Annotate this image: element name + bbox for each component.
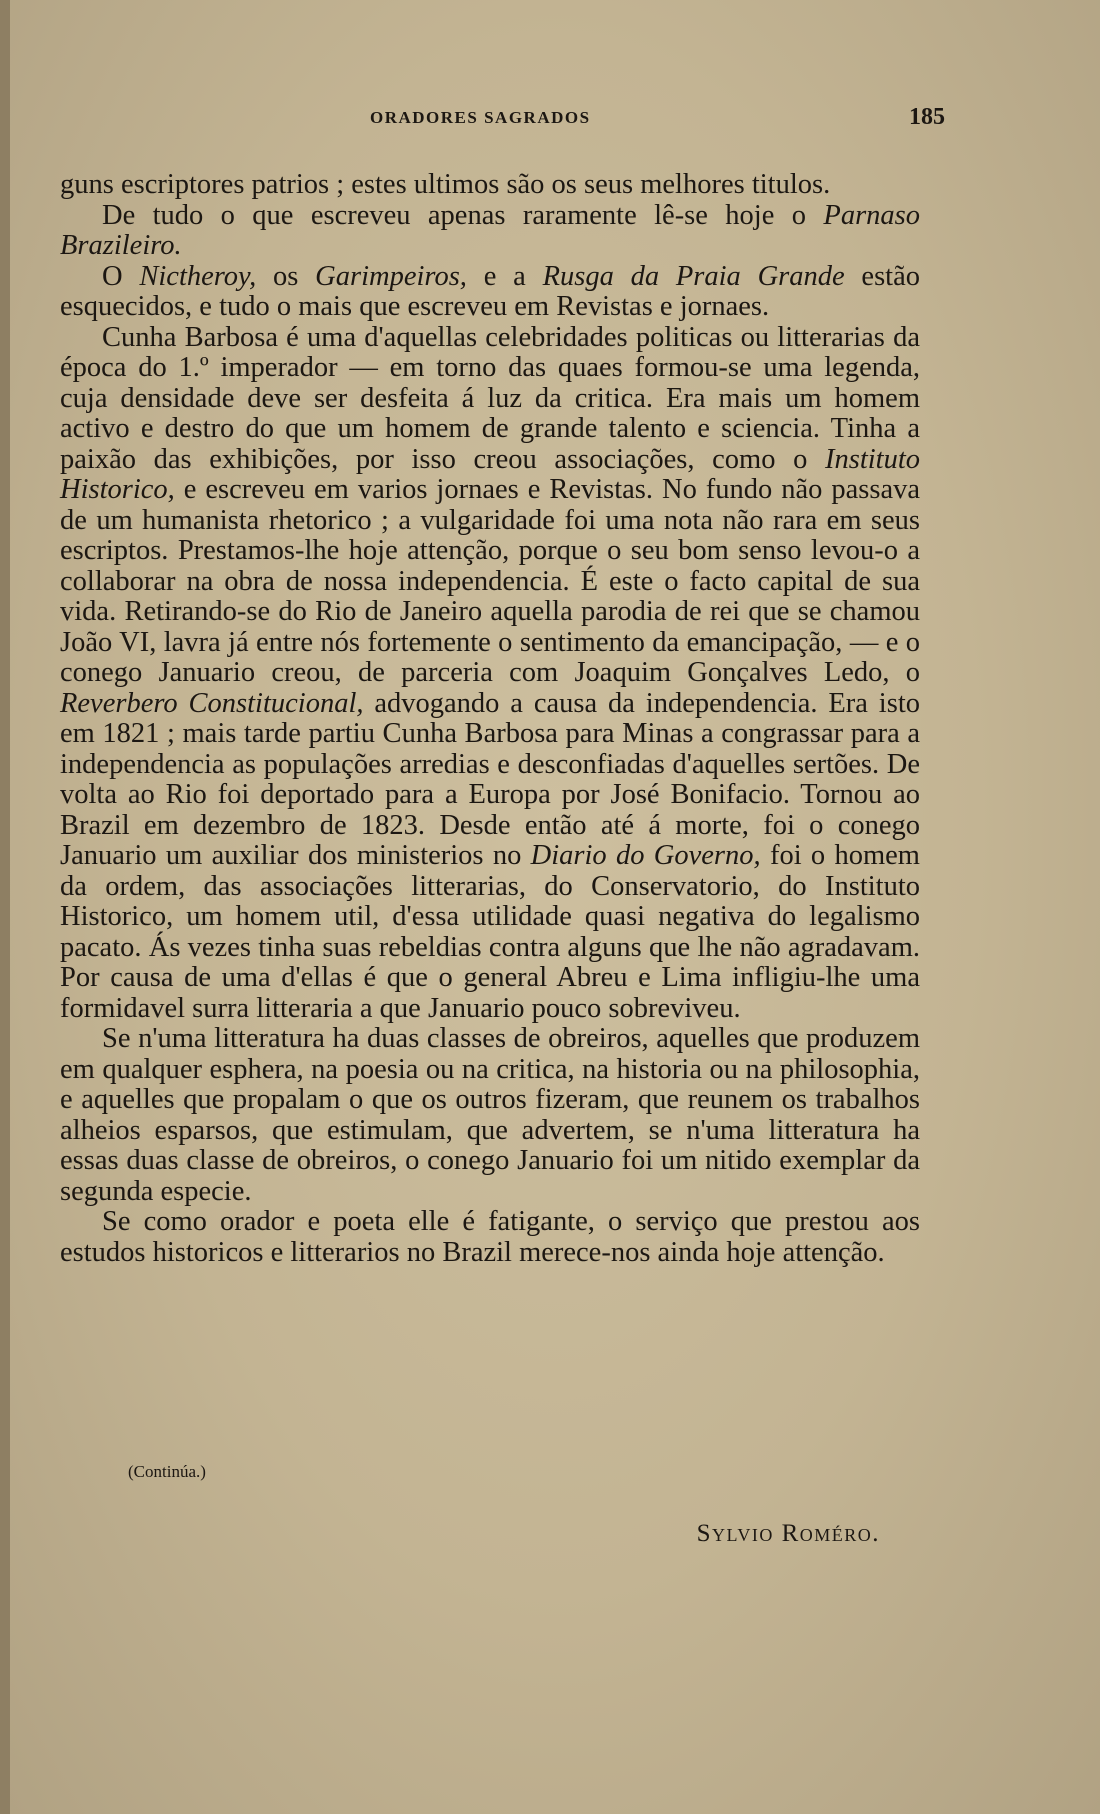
italic-title: Reverbero Constitucional, xyxy=(60,687,364,719)
italic-title: Diario do Governo, xyxy=(530,840,761,871)
text-run: Cunha Barbosa é uma d'aquellas celebridades politicas ou litterarias da época do 1.º imperador — em torno das quaes formou-se uma legenda, cuja densidade deve ser desfeita á luz da critica. Era mais um homem activo e destro do que um homem de grande talento e sciencia. Tinha a paixão das exhibições, por isso creou associações, como o xyxy=(60,321,920,475)
text-run: estão esquecidos, e tudo o mais que escreveu em Revistas e jornaes. xyxy=(60,260,920,322)
paragraph xyxy=(60,1207,920,1268)
running-head xyxy=(60,104,945,140)
text-run: os xyxy=(256,260,316,292)
paragraph xyxy=(60,323,920,1025)
italic-title: Rusga da Praia Grande xyxy=(542,260,845,292)
text-run: guns escriptores patrios ; estes ultimos são os seus melhores titulos. xyxy=(60,169,831,200)
paragraph xyxy=(60,170,920,201)
paragraph xyxy=(60,1024,920,1207)
text-run: O xyxy=(102,260,140,292)
page-number: 185 xyxy=(909,104,945,130)
italic-title: Instituto Historico, xyxy=(60,443,920,505)
continuation-note: (Continúa.) xyxy=(128,1462,206,1481)
text-run: foi o homem da ordem, das associações litterarias, do Conservatorio, do Instituto Historico, um homem util, d'essa utilidade quasi negativa do legalismo pacato. Ás vezes tinha suas rebeldias contra alguns que lhe não agradavam. Por causa de uma d'ellas é que o general Abreu e Lima infligiu-lhe uma formidavel surra litteraria a que Januario pouco sobreviveu. xyxy=(60,840,920,1024)
text-run: advogando a causa da independencia. Era isto em 1821 ; mais tarde partiu Cunha Barbosa para Minas a congrassar para a independencia as populações arredias e desconfiadas d'aquelles sertões. De volta ao Rio foi deportado para a Europa por José Bonifacio. Tornou ao Brazil em dezembro de 1823. Desde então até á morte, foi o conego Januario um auxiliar dos ministerios no xyxy=(60,687,920,871)
text-run: Se n'uma litteratura ha duas classes de obreiros, aquelles que produzem em qualquer esphera, na poesia ou na critica, na historia ou na philosophia, e aquelles que propalam o que os outros fizeram, que reunem os trabalhos alheios esparsos, que estimulam, que advertem, se n'uma litteratura ha essas duas classe de obreiros, o conego Januario foi um nitido exemplar da segunda especie. xyxy=(60,1023,920,1207)
text-run: De tudo o que escreveu apenas raramente lê-se hoje o xyxy=(102,199,824,231)
italic-title: Garimpeiros, xyxy=(315,260,467,292)
body-text xyxy=(60,170,920,1268)
text-run: Se como orador e poeta elle é fatigante, o serviço que prestou aos estudos historicos e litterarios no Brazil merece-nos ainda hoje attenção. xyxy=(60,1206,920,1268)
text-run: e a xyxy=(466,260,543,292)
paragraph xyxy=(60,262,920,323)
italic-title: Parnaso Brazileiro. xyxy=(60,199,920,261)
paragraph xyxy=(60,201,920,262)
text-run: e escreveu em varios jornaes e Revistas. No fundo não passava de um humanista rhetorico ; a vulgaridade foi uma nota não rara em seus escriptos. Prestamos-lhe hoje attenção, porque o seu bom senso levou-o a collaborar na obra de nossa independencia. É este o facto capital de sua vida. Retirando-se do Rio de Janeiro aquella parodia de rei que se chamou João VI, lavra já entre nós fortemente o sentimento da emancipação, — e o conego Januario creou, de parceria com Joaquim Gonçalves Ledo, o xyxy=(60,474,920,688)
running-head-title: ORADORES SAGRADOS xyxy=(370,108,591,127)
italic-title: Nictheroy, xyxy=(139,260,257,292)
author-signature: Sylvio Roméro. xyxy=(696,1520,880,1547)
